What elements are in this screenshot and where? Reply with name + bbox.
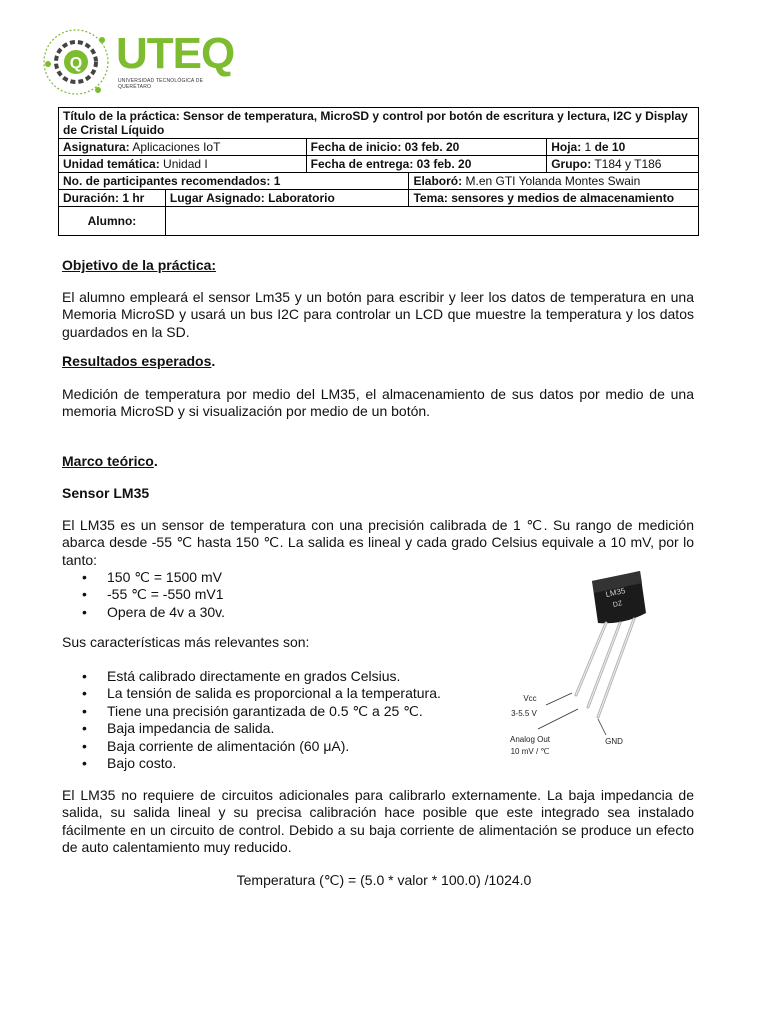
header-row-duracion (59, 190, 699, 207)
resultados-heading: Resultados esperados (62, 353, 212, 369)
hoja-cell (547, 139, 699, 156)
fecha-entrega: Fecha de entrega: 03 feb. 20 (310, 157, 472, 171)
marco-intro: El LM35 es un sensor de temperatura con una precisión calibrada de 1 ℃. Su rango de medición abarca desde -55 ℃ hasta 150 ℃. La salida es lineal y cada grado Celsius equivale a 10 mV, por lo tanto: (62, 517, 694, 568)
tema-cell (409, 190, 699, 207)
marco-heading-wrap (62, 453, 158, 469)
hoja-label: Hoja: (551, 140, 582, 154)
fecha-inicio: Fecha de inicio: 03 feb. 20 (310, 140, 460, 154)
chip-text-2: DZ (612, 600, 623, 609)
practice-header-table (58, 107, 699, 236)
hoja-value: 1 (584, 140, 592, 154)
marco-heading-suffix: . (153, 453, 158, 469)
svg-text:Q: Q (69, 55, 83, 72)
unidad-value: Unidad I (163, 157, 208, 171)
specs-list (82, 569, 225, 621)
resultados-heading-wrap (62, 353, 215, 369)
fecha-entrega-cell (306, 156, 547, 173)
duracion: Duración: 1 hr (63, 191, 145, 205)
list-item: • Tiene una precisión garantizada de 0.5 ℃ a 25 ℃. (82, 703, 441, 720)
list-item: • 150 ℃ = 1500 mV (82, 569, 225, 586)
duracion-cell (59, 190, 166, 207)
list-item: • Bajo costo. (82, 755, 441, 772)
list-item: • -55 ℃ = -550 mV1 (82, 586, 225, 603)
tema: Tema: sensores y medios de almacenamiento (413, 191, 675, 205)
asignatura-label: Asignatura: (63, 140, 130, 154)
resultados-text: Medición de temperatura por medio del LM35, el almacenamiento de sus datos por medio de una memoria MicroSD y si visualización por medio de un botón. (62, 386, 694, 420)
unidad-cell (59, 156, 307, 173)
caracteristicas-list (82, 668, 441, 772)
grupo-value: T184 y T186 (594, 157, 662, 171)
caracteristicas-intro: Sus características más relevantes son: (62, 634, 310, 650)
callout-lines (538, 693, 606, 735)
grupo-cell (547, 156, 699, 173)
hoja-suffix: de 10 (594, 140, 626, 154)
sensor-subheading: Sensor LM35 (62, 485, 150, 501)
lugar-cell (165, 190, 409, 207)
participantes: No. de participantes recomendados: 1 (63, 174, 281, 188)
grupo-label: Grupo: (551, 157, 592, 171)
sensor-legs-highlight (576, 619, 634, 717)
vcc-range: 3-5.5 V (511, 709, 537, 718)
chip-body (592, 571, 646, 623)
marco-heading: Marco teórico (62, 453, 154, 469)
header-row-participantes (59, 173, 699, 190)
marco-closing: El LM35 no requiere de circuitos adicionales para calibrarlo externamente. La baja impedancia de salida, su salida lineal y su precisa calibración hace posible que este integrado sea instalado fácilmente en un circuito de control. Debido a su baja corriente de alimentación se produce un efecto de auto calentamiento muy reducido. (62, 787, 694, 856)
fecha-inicio-cell (306, 139, 547, 156)
header-row-asignatura (59, 139, 699, 156)
sensor-legs (576, 619, 634, 717)
objetivo-text: El alumno empleará el sensor Lm35 y un botón para escribir y leer los datos de temperatura en una Memoria MicroSD y usará un bus I2C para controlar un LCD que muestre la temperatura y los datos guardados en la SD. (62, 289, 694, 340)
list-item: • Opera de 4v a 30v. (82, 604, 225, 621)
list-item: • Está calibrado directamente en grados Celsius. (82, 668, 441, 685)
alumno-label-cell (59, 207, 166, 236)
elaboro-cell (409, 173, 699, 190)
logo-subtitle: UNIVERSIDAD TECNOLÓGICA DE QUERÉTARO (118, 78, 204, 90)
analog-out-label: Analog Out (509, 735, 551, 744)
list-item: • Baja corriente de alimentación (60 μA). (82, 738, 441, 755)
analog-scale-label: 10 mV / ℃ (510, 747, 550, 756)
gnd-label: GND (605, 737, 623, 746)
title-value: Sensor de temperatura, MicroSD y control por botón de escritura y lectura, I2C y Display de Cristal Líquido (63, 109, 688, 137)
resultados-heading-suffix: . (211, 353, 216, 369)
elaboro-label: Elaboró: (413, 174, 463, 188)
asignatura-value: Aplicaciones IoT (132, 140, 221, 154)
header-row-alumno (59, 207, 699, 236)
participantes-cell (59, 173, 409, 190)
list-item: • Baja impedancia de salida. (82, 720, 441, 737)
objetivo-heading: Objetivo de la práctica: (62, 257, 217, 273)
title-cell (59, 108, 699, 139)
uteq-logo (38, 20, 278, 105)
lm35-sensor-image (494, 567, 684, 769)
logo-wordmark: UTEQ (116, 29, 235, 78)
logo-emblem (38, 20, 118, 105)
alumno-value-cell[interactable] (165, 207, 698, 236)
chip-text-1: LM35 (604, 586, 627, 600)
temperature-formula: Temperatura (℃) = (5.0 * valor * 100.0) /1024.0 (236, 872, 532, 888)
header-row-title (59, 108, 699, 139)
unidad-label: Unidad temática: (63, 157, 160, 171)
title-label: Título de la práctica: (63, 109, 180, 123)
asignatura-cell (59, 139, 307, 156)
vcc-label: Vcc (523, 694, 537, 703)
header-row-unidad (59, 156, 699, 173)
list-item: • La tensión de salida es proporcional a la temperatura. (82, 685, 441, 702)
lugar: Lugar Asignado: Laboratorio (169, 191, 335, 205)
alumno-label: Alumno: (87, 214, 137, 228)
elaboro-value: M.en GTI Yolanda Montes Swain (465, 174, 641, 188)
